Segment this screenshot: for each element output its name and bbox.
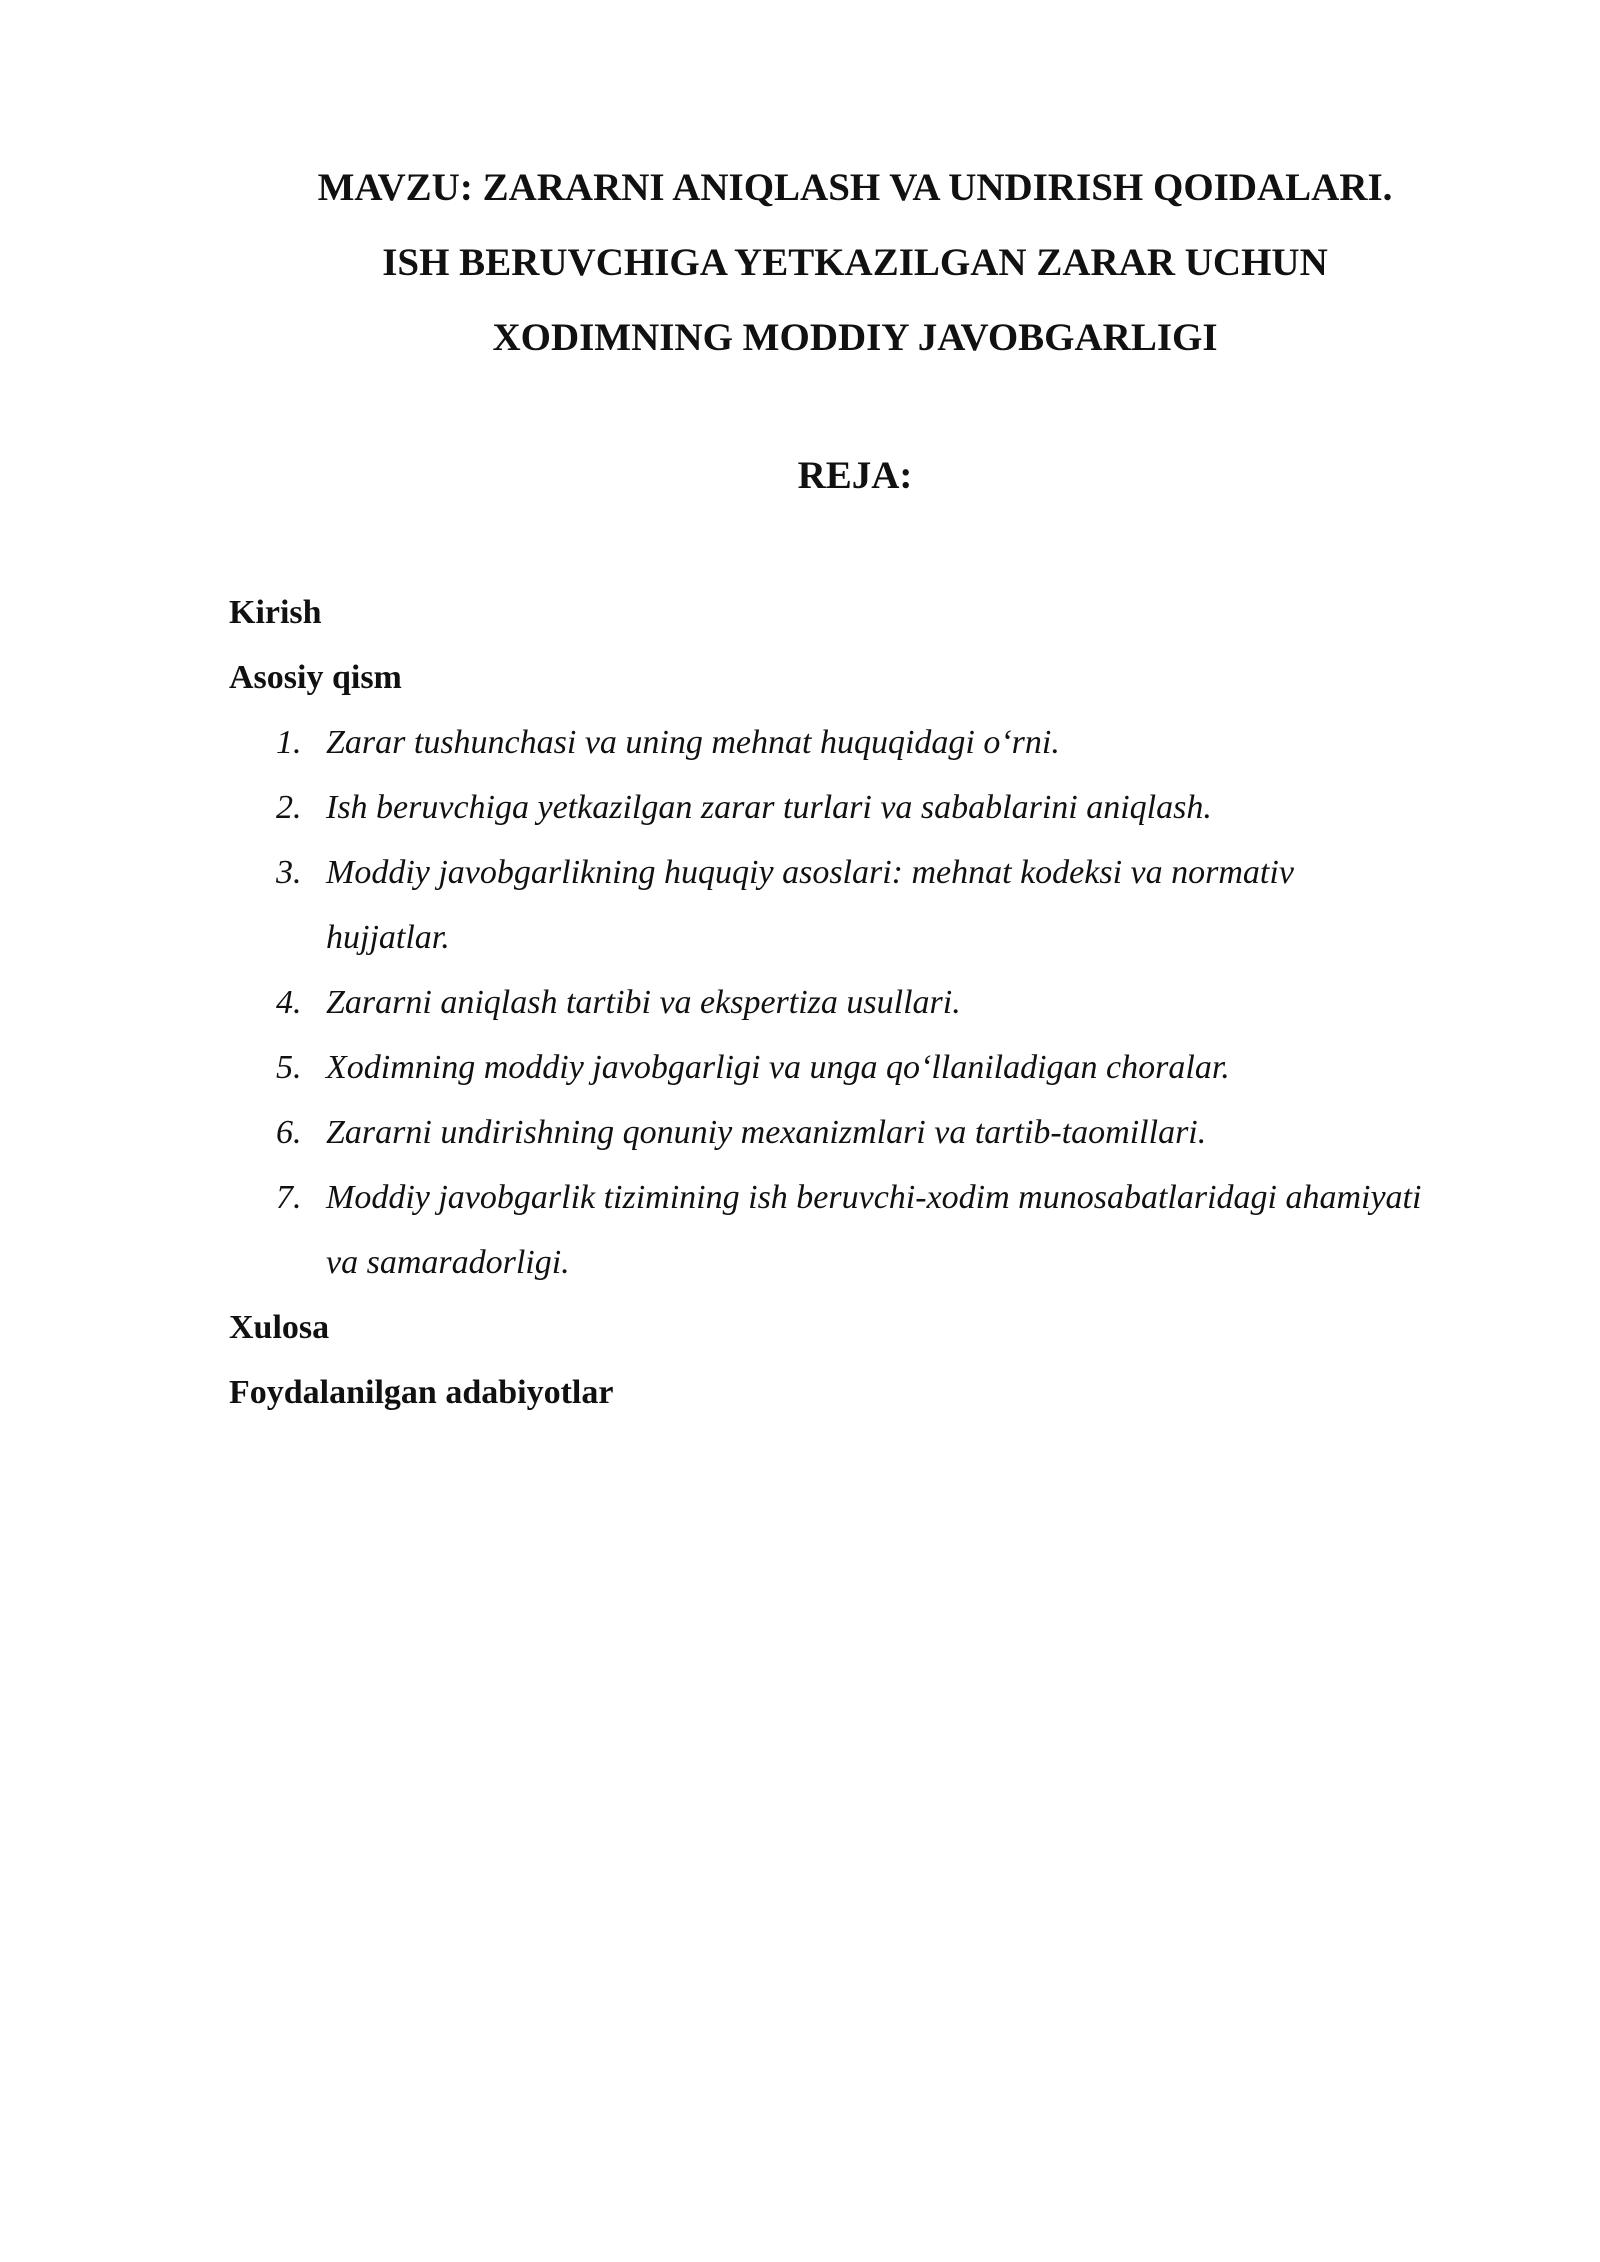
plan-item xyxy=(229,840,1426,970)
title-line-1: MAVZU: ZARARNI ANIQLASH VA UNDIRISH QOIDALARI. xyxy=(317,166,1393,209)
plan-list xyxy=(229,710,1429,1295)
plan-item-text: Ish beruvchiga yetkazilgan zarar turlari va sabablarini aniqlash. xyxy=(326,789,1212,826)
plan-item-number: 5. xyxy=(276,1049,302,1086)
plan-item-number: 6. xyxy=(276,1114,302,1151)
plan-item-number: 1. xyxy=(276,724,302,761)
document-title xyxy=(200,150,1510,375)
plan-item-text: Moddiy javobgarlik tizimining ish beruvchi-xodim munosabatlaridagi ahamiyati va samaradorligi. xyxy=(326,1179,1422,1281)
main-part-label: Asosiy qism xyxy=(229,659,402,696)
plan-item-number: 7. xyxy=(276,1179,302,1216)
plan-item xyxy=(229,970,1426,1035)
plan-item-text: Xodimning moddiy javobgarligi va unga qo‘llaniladigan choralar. xyxy=(326,1049,1230,1086)
plan-item xyxy=(229,1165,1426,1295)
plan-heading: REJA: xyxy=(797,454,913,497)
title-line-2: ISH BERUVCHIGA YETKAZILGAN ZARAR UCHUN xyxy=(382,241,1328,284)
plan-item-text: Zarar tushunchasi va uning mehnat huquqidagi o‘rni. xyxy=(326,724,1060,761)
intro-label: Kirish xyxy=(229,594,322,631)
plan-item xyxy=(229,710,1426,775)
plan-item-number: 3. xyxy=(276,854,302,891)
plan-item-text: Zararni aniqlash tartibi va ekspertiza usullari. xyxy=(326,984,961,1021)
plan-item xyxy=(229,1100,1426,1165)
plan-item-number: 2. xyxy=(276,789,302,826)
plan-item xyxy=(229,1035,1426,1100)
references-label: Foydalanilgan adabiyotlar xyxy=(229,1374,614,1411)
conclusion-label: Xulosa xyxy=(229,1309,330,1346)
plan-item-text: Moddiy javobgarlikning huquqiy asoslari: mehnat kodeksi va normativ hujjatlar. xyxy=(326,854,1294,956)
title-line-3: XODIMNING MODDIY JAVOBGARLIGI xyxy=(492,316,1218,359)
plan-content xyxy=(229,580,1429,1425)
plan-item-text: Zararni undirishning qonuniy mexanizmlari va tartib-taomillari. xyxy=(326,1114,1207,1151)
plan-item xyxy=(229,775,1426,840)
plan-item-number: 4. xyxy=(276,984,302,1021)
